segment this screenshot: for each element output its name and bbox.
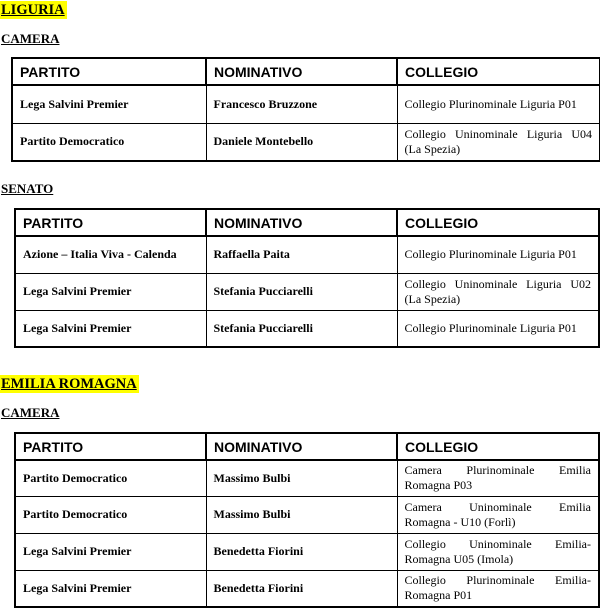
table-row xyxy=(15,273,599,310)
cell-partito: Lega Salvini Premier xyxy=(12,85,206,123)
col-header-partito: PARTITO xyxy=(12,58,206,85)
table-row xyxy=(15,310,599,347)
cell-collegio: Collegio Plurinominale Emilia-Romagna P01 xyxy=(397,570,599,607)
cell-nominativo: Benedetta Fiorini xyxy=(206,533,397,570)
table-row xyxy=(15,570,599,607)
region-heading-emilia-romagna: EMILIA ROMAGNA xyxy=(1,376,137,392)
cell-partito: Partito Democratico xyxy=(15,460,206,496)
col-header-partito: PARTITO xyxy=(15,209,206,236)
cell-partito: Partito Democratico xyxy=(15,496,206,533)
col-header-partito: PARTITO xyxy=(15,433,206,460)
table-liguria-camera xyxy=(11,57,600,162)
cell-collegio: Collegio Uninominale Emilia-Romagna U05 (Imola) xyxy=(397,533,599,570)
cell-nominativo: Raffaella Paita xyxy=(206,236,397,273)
col-header-collegio: COLLEGIO xyxy=(397,58,600,85)
table-header-row xyxy=(15,433,599,460)
cell-collegio: Camera Plurinominale Emilia Romagna P03 xyxy=(397,460,599,496)
chamber-heading-senato-liguria: SENATO xyxy=(1,181,54,196)
cell-nominativo: Stefania Pucciarelli xyxy=(206,273,397,310)
chamber-heading-camera-liguria: CAMERA xyxy=(1,31,60,46)
table-row xyxy=(12,85,600,123)
cell-partito: Partito Democratico xyxy=(12,123,206,161)
cell-collegio: Collegio Uninominale Liguria U04 (La Spezia) xyxy=(397,123,600,161)
table-row xyxy=(12,123,600,161)
col-header-nominativo: NOMINATIVO xyxy=(206,209,397,236)
region-heading-liguria: LIGURIA xyxy=(1,2,65,18)
table-row xyxy=(15,460,599,496)
cell-collegio: Collegio Plurinominale Liguria P01 xyxy=(397,310,599,347)
table-header-row xyxy=(12,58,600,85)
cell-partito: Lega Salvini Premier xyxy=(15,310,206,347)
table-header-row xyxy=(15,209,599,236)
cell-nominativo: Francesco Bruzzone xyxy=(206,85,397,123)
cell-collegio: Collegio Plurinominale Liguria P01 xyxy=(397,85,600,123)
col-header-nominativo: NOMINATIVO xyxy=(206,433,397,460)
cell-nominativo: Stefania Pucciarelli xyxy=(206,310,397,347)
cell-collegio: Camera Uninominale Emilia Romagna - U10 (Forlì) xyxy=(397,496,599,533)
cell-partito: Lega Salvini Premier xyxy=(15,533,206,570)
cell-nominativo: Massimo Bulbi xyxy=(206,460,397,496)
col-header-collegio: COLLEGIO xyxy=(397,209,599,236)
cell-collegio: Collegio Plurinominale Liguria P01 xyxy=(397,236,599,273)
table-row xyxy=(15,236,599,273)
col-header-collegio: COLLEGIO xyxy=(397,433,599,460)
col-header-nominativo: NOMINATIVO xyxy=(206,58,397,85)
cell-partito: Lega Salvini Premier xyxy=(15,570,206,607)
chamber-heading-camera-emilia-romagna: CAMERA xyxy=(1,405,60,420)
table-liguria-senato xyxy=(14,208,600,348)
cell-partito: Lega Salvini Premier xyxy=(15,273,206,310)
table-row xyxy=(15,533,599,570)
cell-nominativo: Benedetta Fiorini xyxy=(206,570,397,607)
cell-partito: Azione – Italia Viva - Calenda xyxy=(15,236,206,273)
cell-collegio: Collegio Uninominale Liguria U02 (La Spezia) xyxy=(397,273,599,310)
table-emilia-romagna-camera xyxy=(14,432,600,608)
cell-nominativo: Daniele Montebello xyxy=(206,123,397,161)
table-row xyxy=(15,496,599,533)
cell-nominativo: Massimo Bulbi xyxy=(206,496,397,533)
